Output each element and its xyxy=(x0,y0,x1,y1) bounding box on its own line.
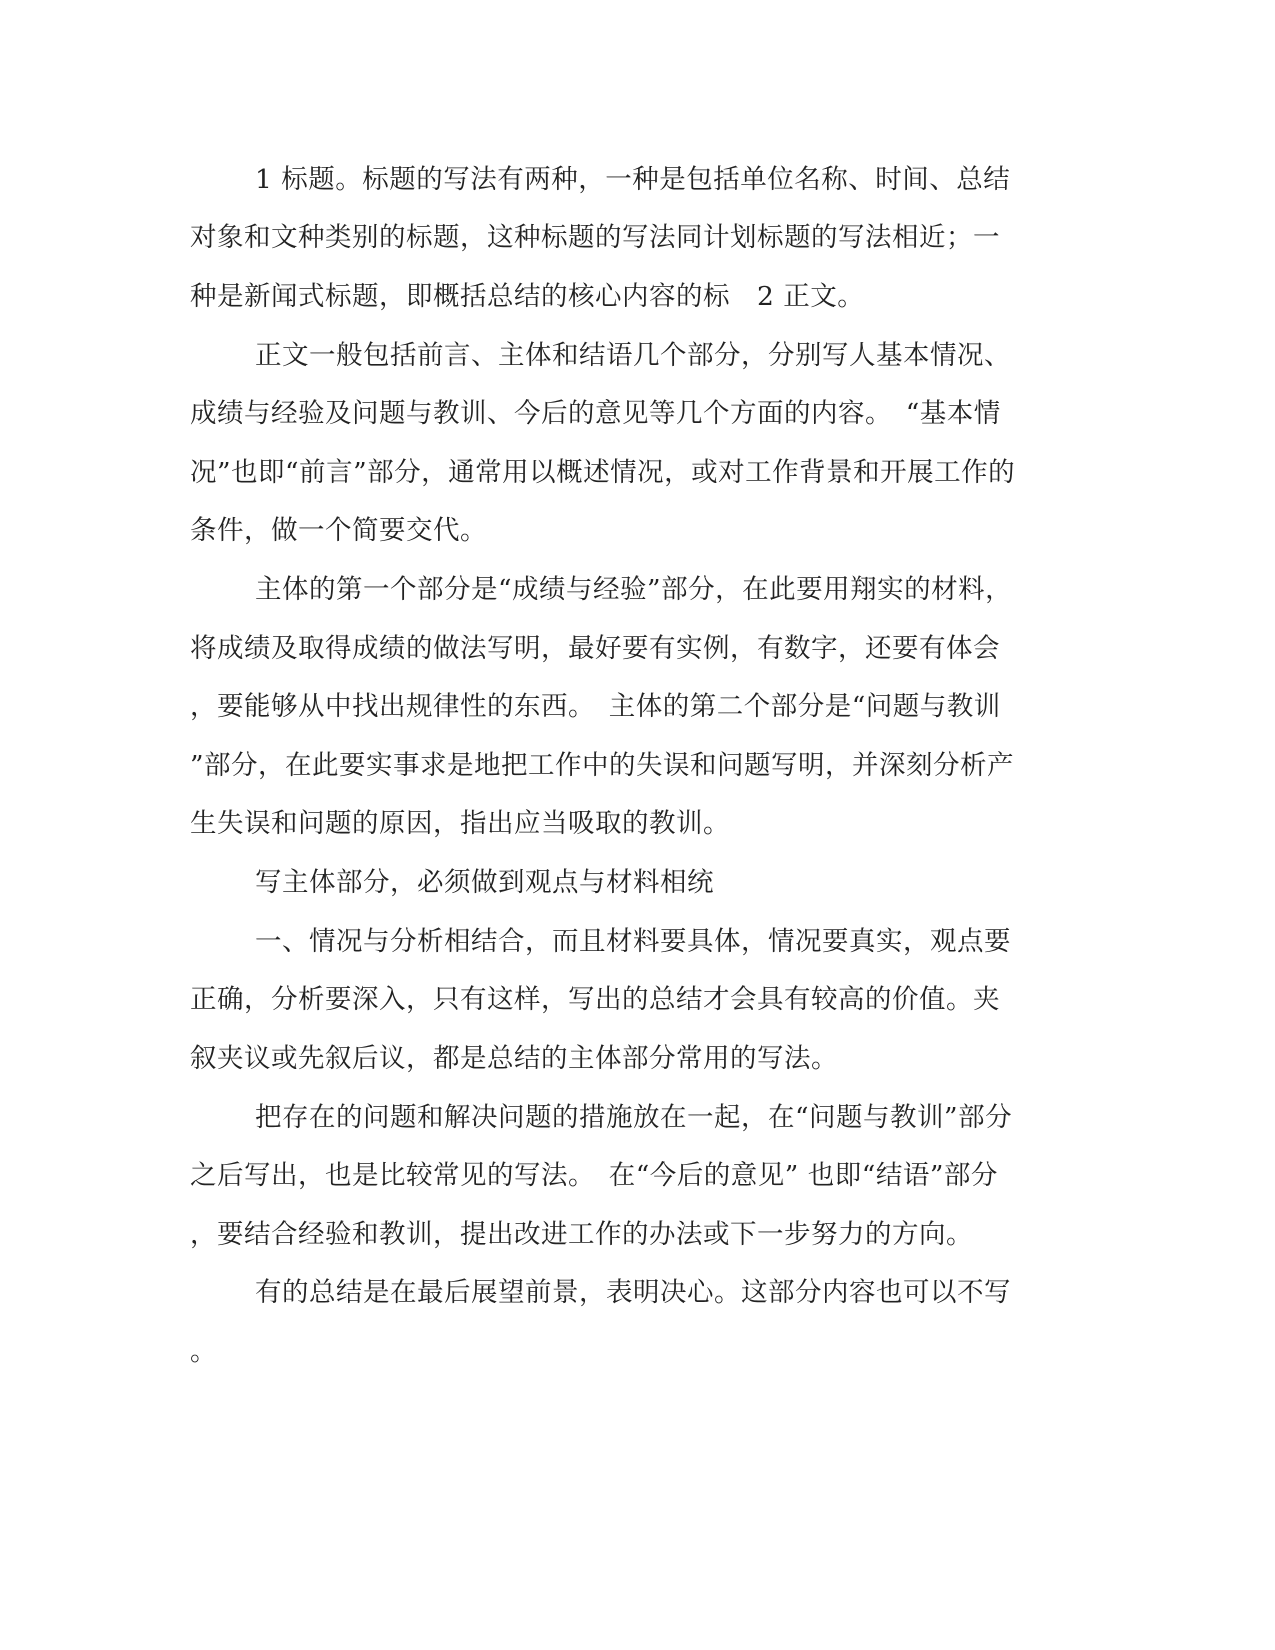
text-line-9: 将成绩及取得成绩的做法写明，最好要有实例，有数字，还要有体会 xyxy=(190,633,1000,664)
text-line-14: 一、情况与分析相结合，而且材料要具体，情况要真实，观点要 xyxy=(255,926,1011,957)
text-line-2: 对象和文种类别的标题，这种标题的写法同计划标题的写法相近；一 xyxy=(190,222,1000,253)
text-line-5: 成绩与经验及问题与教训、今后的意见等几个方面的内容。 “基本情 xyxy=(190,398,1001,429)
text-line-18: 之后写出，也是比较常见的写法。 在“今后的意见” 也即“结语”部分 xyxy=(190,1160,998,1191)
text-line-15: 正确，分析要深入，只有这样，写出的总结才会具有较高的价值。夹 xyxy=(190,984,1000,1015)
text-line-1: 1 标题。标题的写法有两种，一种是包括单位名称、时间、总结 xyxy=(255,164,1011,195)
text-line-16: 叙夹议或先叙后议，都是总结的主体部分常用的写法。 xyxy=(190,1043,838,1074)
text-line-19: ，要结合经验和教训，提出改进工作的办法或下一步努力的方向。 xyxy=(190,1219,973,1250)
text-line-17: 把存在的问题和解决问题的措施放在一起，在“问题与教训”部分 xyxy=(255,1102,1013,1133)
text-line-20: 有的总结是在最后展望前景，表明决心。这部分内容也可以不写 xyxy=(255,1277,1011,1308)
text-line-8: 主体的第一个部分是“成绩与经验”部分，在此要用翔实的材料， xyxy=(255,574,1013,605)
text-line-6: 况”也即“前言”部分，通常用以概述情况，或对工作背景和开展工作的 xyxy=(190,457,1016,488)
text-line-11: ”部分，在此要实事求是地把工作中的失误和问题写明，并深刻分析产 xyxy=(190,750,1015,781)
text-line-7: 条件，做一个简要交代。 xyxy=(190,515,487,546)
text-line-3: 种是新闻式标题，即概括总结的核心内容的标 2 正文。 xyxy=(190,281,865,312)
text-line-12: 生失误和问题的原因，指出应当吸取的教训。 xyxy=(190,808,730,839)
text-line-10: ，要能够从中找出规律性的东西。 主体的第二个部分是“问题与教训 xyxy=(190,691,1001,722)
text-line-13: 写主体部分，必须做到观点与材料相统 xyxy=(255,867,714,898)
text-line-21: 。 xyxy=(190,1336,217,1367)
text-line-4: 正文一般包括前言、主体和结语几个部分，分别写人基本情况、 xyxy=(255,340,1011,371)
